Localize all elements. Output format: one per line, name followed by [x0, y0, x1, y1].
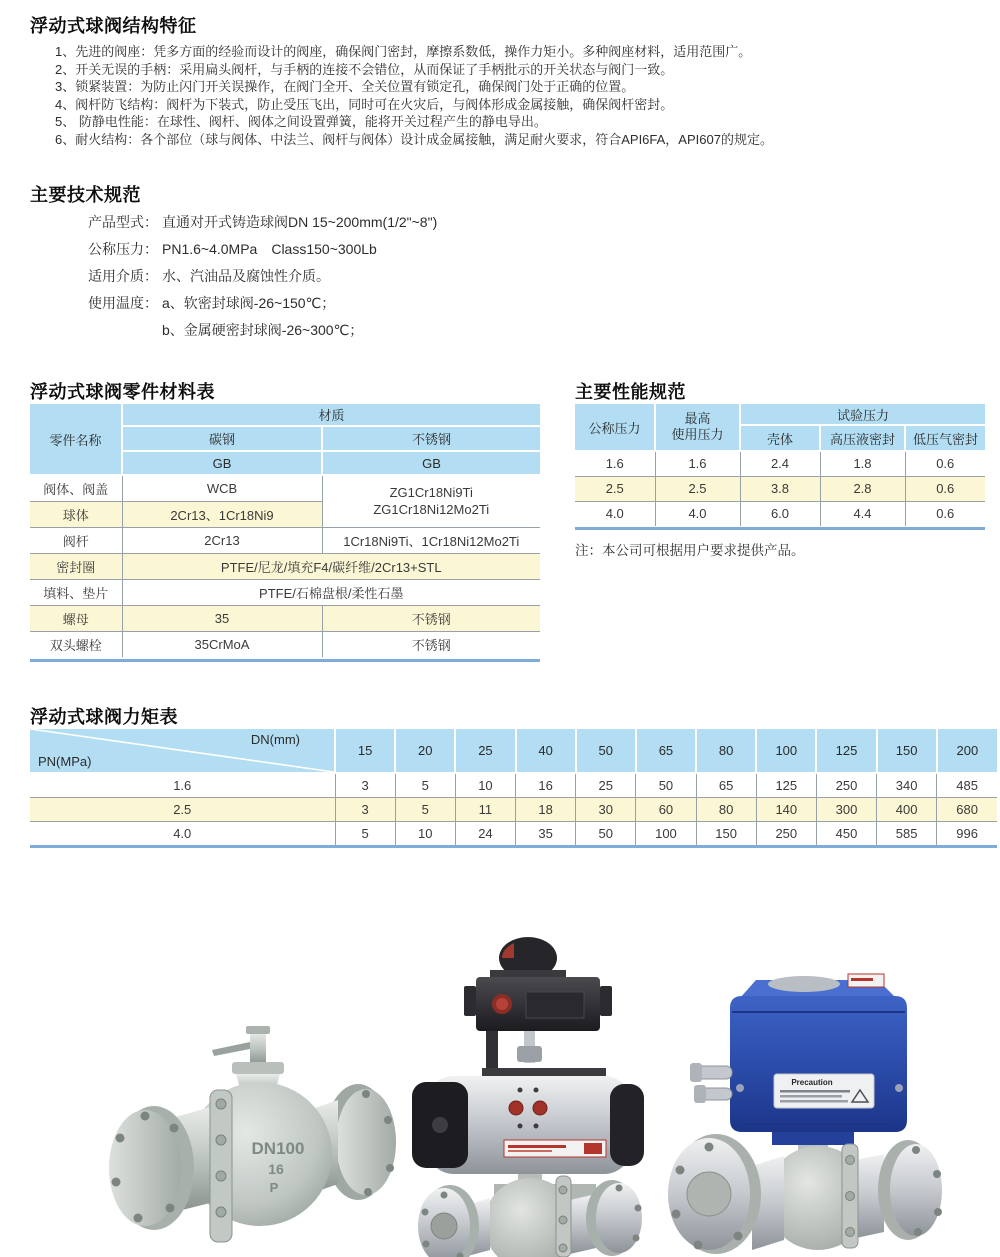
cell: 35: [122, 605, 322, 631]
tech-spec-row: [88, 236, 437, 263]
cell: 35: [516, 821, 576, 845]
tech-spec-row: [88, 317, 437, 344]
table-row: [30, 797, 997, 821]
table-row: [30, 729, 997, 773]
valve-marking-pn: 16: [268, 1161, 284, 1177]
cell: 300: [816, 797, 876, 821]
col-header-high-pressure-seal: 高压液密封: [820, 425, 905, 451]
tech-spec-row: [88, 263, 437, 290]
row-header: 球体: [30, 501, 122, 527]
col-header-dn: 100: [756, 729, 816, 773]
cell: 4.0: [655, 501, 740, 526]
cell: WCB: [122, 475, 322, 501]
pneumatic-ball-valve-illustration: [398, 918, 660, 1257]
cell: 24: [455, 821, 515, 845]
tech-spec-label: 使用温度：: [88, 295, 158, 311]
table-row: [30, 821, 997, 845]
table-row: [575, 476, 985, 501]
table-row: [575, 451, 985, 476]
cell: 0.6: [905, 451, 985, 476]
features-title: 浮动式球阀结构特征: [30, 16, 197, 36]
col-header-material: 材质: [122, 404, 540, 426]
cell: 3.8: [740, 476, 820, 501]
feature-item: 1、先进的阀座：凭多方面的经验而设计的阀座，确保阀门密封，摩擦系数低，操作力矩小。多种阀座材料，适用范围广。: [55, 44, 752, 59]
table-bottom-rule: [30, 845, 997, 848]
row-header: 双头螺栓: [30, 631, 122, 657]
cell: 680: [937, 797, 997, 821]
cell: 50: [576, 821, 636, 845]
cell-merged-stainless: [322, 475, 540, 527]
table-row: [30, 631, 540, 657]
tech-spec-value: a、软密封球阀-26~150℃；: [162, 295, 336, 311]
actuator-label: Precaution: [791, 1078, 833, 1087]
feature-item: 4、阀杆防飞结构：阀杆为下装式，防止受压飞出，同时可在火灾后，与阀体形成金属接触，确保阀杆密封。: [55, 96, 674, 112]
cell: 65: [696, 773, 756, 797]
table-row: [575, 501, 985, 526]
table-row: [30, 773, 997, 797]
corner-pn-label: PN(MPa): [38, 754, 92, 769]
cell: 2.5: [575, 476, 655, 501]
col-header-gb: GB: [322, 451, 540, 475]
tech-spec-value: 水、汽油品及腐蚀性介质。: [162, 268, 330, 284]
cell: 不锈钢: [322, 631, 540, 657]
tech-spec-value: b、金属硬密封球阀-26~300℃；: [162, 322, 364, 338]
cell: 2Cr13: [122, 527, 322, 553]
col-header-shell: 壳体: [740, 425, 820, 451]
col-header-gb: GB: [122, 451, 322, 475]
table-bottom-rule: [575, 527, 985, 530]
col-header-test-pressure: 试验压力: [740, 404, 985, 425]
col-header-dn: 65: [636, 729, 696, 773]
table-row: [30, 404, 540, 426]
cell: 16: [516, 773, 576, 797]
cell-line: ZG1Cr18Ni9Ti: [389, 485, 473, 501]
cell: 150: [696, 821, 756, 845]
table-row: [30, 475, 540, 501]
cell: 5: [395, 797, 455, 821]
corner-cell: [30, 729, 334, 772]
cell: 3: [335, 797, 395, 821]
col-header-dn: 150: [877, 729, 937, 773]
cell: 80: [696, 797, 756, 821]
col-header-dn: 20: [395, 729, 455, 773]
cell: 35CrMoA: [122, 631, 322, 657]
col-header-dn: 200: [937, 729, 997, 773]
features-list: [55, 43, 985, 149]
cell: 50: [636, 773, 696, 797]
cell: 100: [636, 821, 696, 845]
feature-item: 5、 防静电性能：在球性、阀杆、阀体之间设置弹簧，能将开关过程产生的静电导出。: [55, 114, 547, 130]
cell: 6.0: [740, 501, 820, 526]
torque-table-title: 浮动式球阀力矩表: [30, 707, 178, 727]
performance-note: 注：本公司可根据用户要求提供产品。: [575, 543, 805, 558]
electric-ball-valve-photo: [652, 948, 967, 1257]
row-header: 阀杆: [30, 527, 122, 553]
cell: 4.4: [820, 501, 905, 526]
cell: 25: [576, 773, 636, 797]
col-header-dn: 80: [696, 729, 756, 773]
cell: 0.6: [905, 501, 985, 526]
header-line: 使用压力: [671, 427, 724, 442]
col-header-dn: 125: [816, 729, 876, 773]
tech-spec-label: 公称压力：: [88, 241, 158, 257]
corner-header: [30, 729, 335, 773]
tech-spec-value: PN1.6~4.0MPa Class150~300Lb: [162, 241, 377, 257]
tech-specs-title: 主要技术规范: [30, 185, 141, 205]
table-row: [575, 404, 985, 425]
col-header-nominal-pressure: 公称压力: [575, 404, 655, 451]
row-header: 填料、垫片: [30, 579, 122, 605]
cell: 2Cr13、1Cr18Ni9: [122, 501, 322, 527]
col-header-low-pressure-seal: 低压气密封: [905, 425, 985, 451]
col-header-stainless-steel: 不锈钢: [322, 426, 540, 451]
row-header: 阀体、阀盖: [30, 475, 122, 501]
row-header: 密封圈: [30, 553, 122, 579]
cell: 18: [516, 797, 576, 821]
tech-spec-label: 产品型式：: [88, 214, 158, 230]
cell: 5: [395, 773, 455, 797]
row-header: 1.6: [30, 773, 335, 797]
cell: 5: [335, 821, 395, 845]
cell: 10: [455, 773, 515, 797]
feature-item: 3、锁紧装置：为防止闪门开关误操作，在阀门全开、全关位置有锁定孔，确保阀门处于正确的位置。: [55, 79, 635, 95]
cell: 140: [756, 797, 816, 821]
cell: PTFE/尼龙/填充F4/碳纤维/2Cr13+STL: [122, 553, 540, 579]
feature-item: 2、开关无误的手柄：采用扁头阀杆，与手柄的连接不会错位，从而保证了手柄批示的开关状态与阀门一致。: [55, 61, 674, 77]
tech-spec-row: [88, 290, 437, 317]
row-header: 螺母: [30, 605, 122, 631]
cell: 996: [937, 821, 997, 845]
cell: 30: [576, 797, 636, 821]
manual-ball-valve-illustration: [100, 1002, 410, 1257]
cell: 1.6: [655, 451, 740, 476]
performance-table-title: 主要性能规范: [575, 382, 686, 402]
tech-spec-label: 适用介质：: [88, 268, 158, 284]
col-header-dn: 40: [516, 729, 576, 773]
cell: 400: [877, 797, 937, 821]
cell: 0.6: [905, 476, 985, 501]
cell: 340: [877, 773, 937, 797]
table-row: [30, 527, 540, 553]
cell: 1Cr18Ni9Ti、1Cr18Ni12Mo2Ti: [322, 527, 540, 553]
material-table: [30, 404, 540, 657]
cell-line: ZG1Cr18Ni12Mo2Ti: [373, 502, 490, 518]
cell: 2.4: [740, 451, 820, 476]
cell: 2.8: [820, 476, 905, 501]
feature-item: 6、耐火结构：各个部位（球与阀体、中法兰、阀杆与阀体）设计成金属接触，满足耐火要求，符合API6FA，API607的规定。: [55, 131, 773, 147]
pneumatic-ball-valve-photo: [398, 918, 660, 1257]
col-header-dn: 15: [335, 729, 395, 773]
tech-spec-value: 直通对开式铸造球阀DN 15~200mm(1/2"~8"): [162, 214, 438, 230]
header-line: 最高: [684, 411, 711, 426]
table-row: [30, 605, 540, 631]
cell: 10: [395, 821, 455, 845]
tech-specs-list: [88, 209, 437, 344]
performance-table: [575, 404, 985, 526]
cell: 585: [877, 821, 937, 845]
cell: 2.5: [655, 476, 740, 501]
material-table-title: 浮动式球阀零件材料表: [30, 382, 215, 402]
torque-table: [30, 729, 997, 845]
row-header: 2.5: [30, 797, 335, 821]
electric-ball-valve-illustration: [652, 948, 967, 1257]
table-row: [30, 579, 540, 605]
tech-spec-row: [88, 209, 437, 236]
cell: PTFE/石棉盘根/柔性石墨: [122, 579, 540, 605]
col-header-part: 零件名称: [30, 404, 122, 475]
cell: 60: [636, 797, 696, 821]
cell: 1.8: [820, 451, 905, 476]
cell: 125: [756, 773, 816, 797]
row-header: 4.0: [30, 821, 335, 845]
col-header-carbon-steel: 碳钢: [122, 426, 322, 451]
col-header-dn: 50: [576, 729, 636, 773]
col-header-dn: 25: [455, 729, 515, 773]
cell: 4.0: [575, 501, 655, 526]
cell: 3: [335, 773, 395, 797]
cell: 485: [937, 773, 997, 797]
cell: 1.6: [575, 451, 655, 476]
table-bottom-rule: [30, 659, 540, 662]
table-row: [30, 553, 540, 579]
cell: 不锈钢: [322, 605, 540, 631]
manual-ball-valve-photo: [100, 1002, 410, 1257]
valve-marking-dn: DN100: [251, 1139, 305, 1158]
corner-dn-label: DN(mm): [250, 732, 300, 747]
cell: 250: [816, 773, 876, 797]
cell: 250: [756, 821, 816, 845]
cell: 11: [455, 797, 515, 821]
cell: 450: [816, 821, 876, 845]
valve-marking-p: P: [269, 1180, 279, 1195]
col-header-max-working-pressure: [655, 404, 740, 451]
